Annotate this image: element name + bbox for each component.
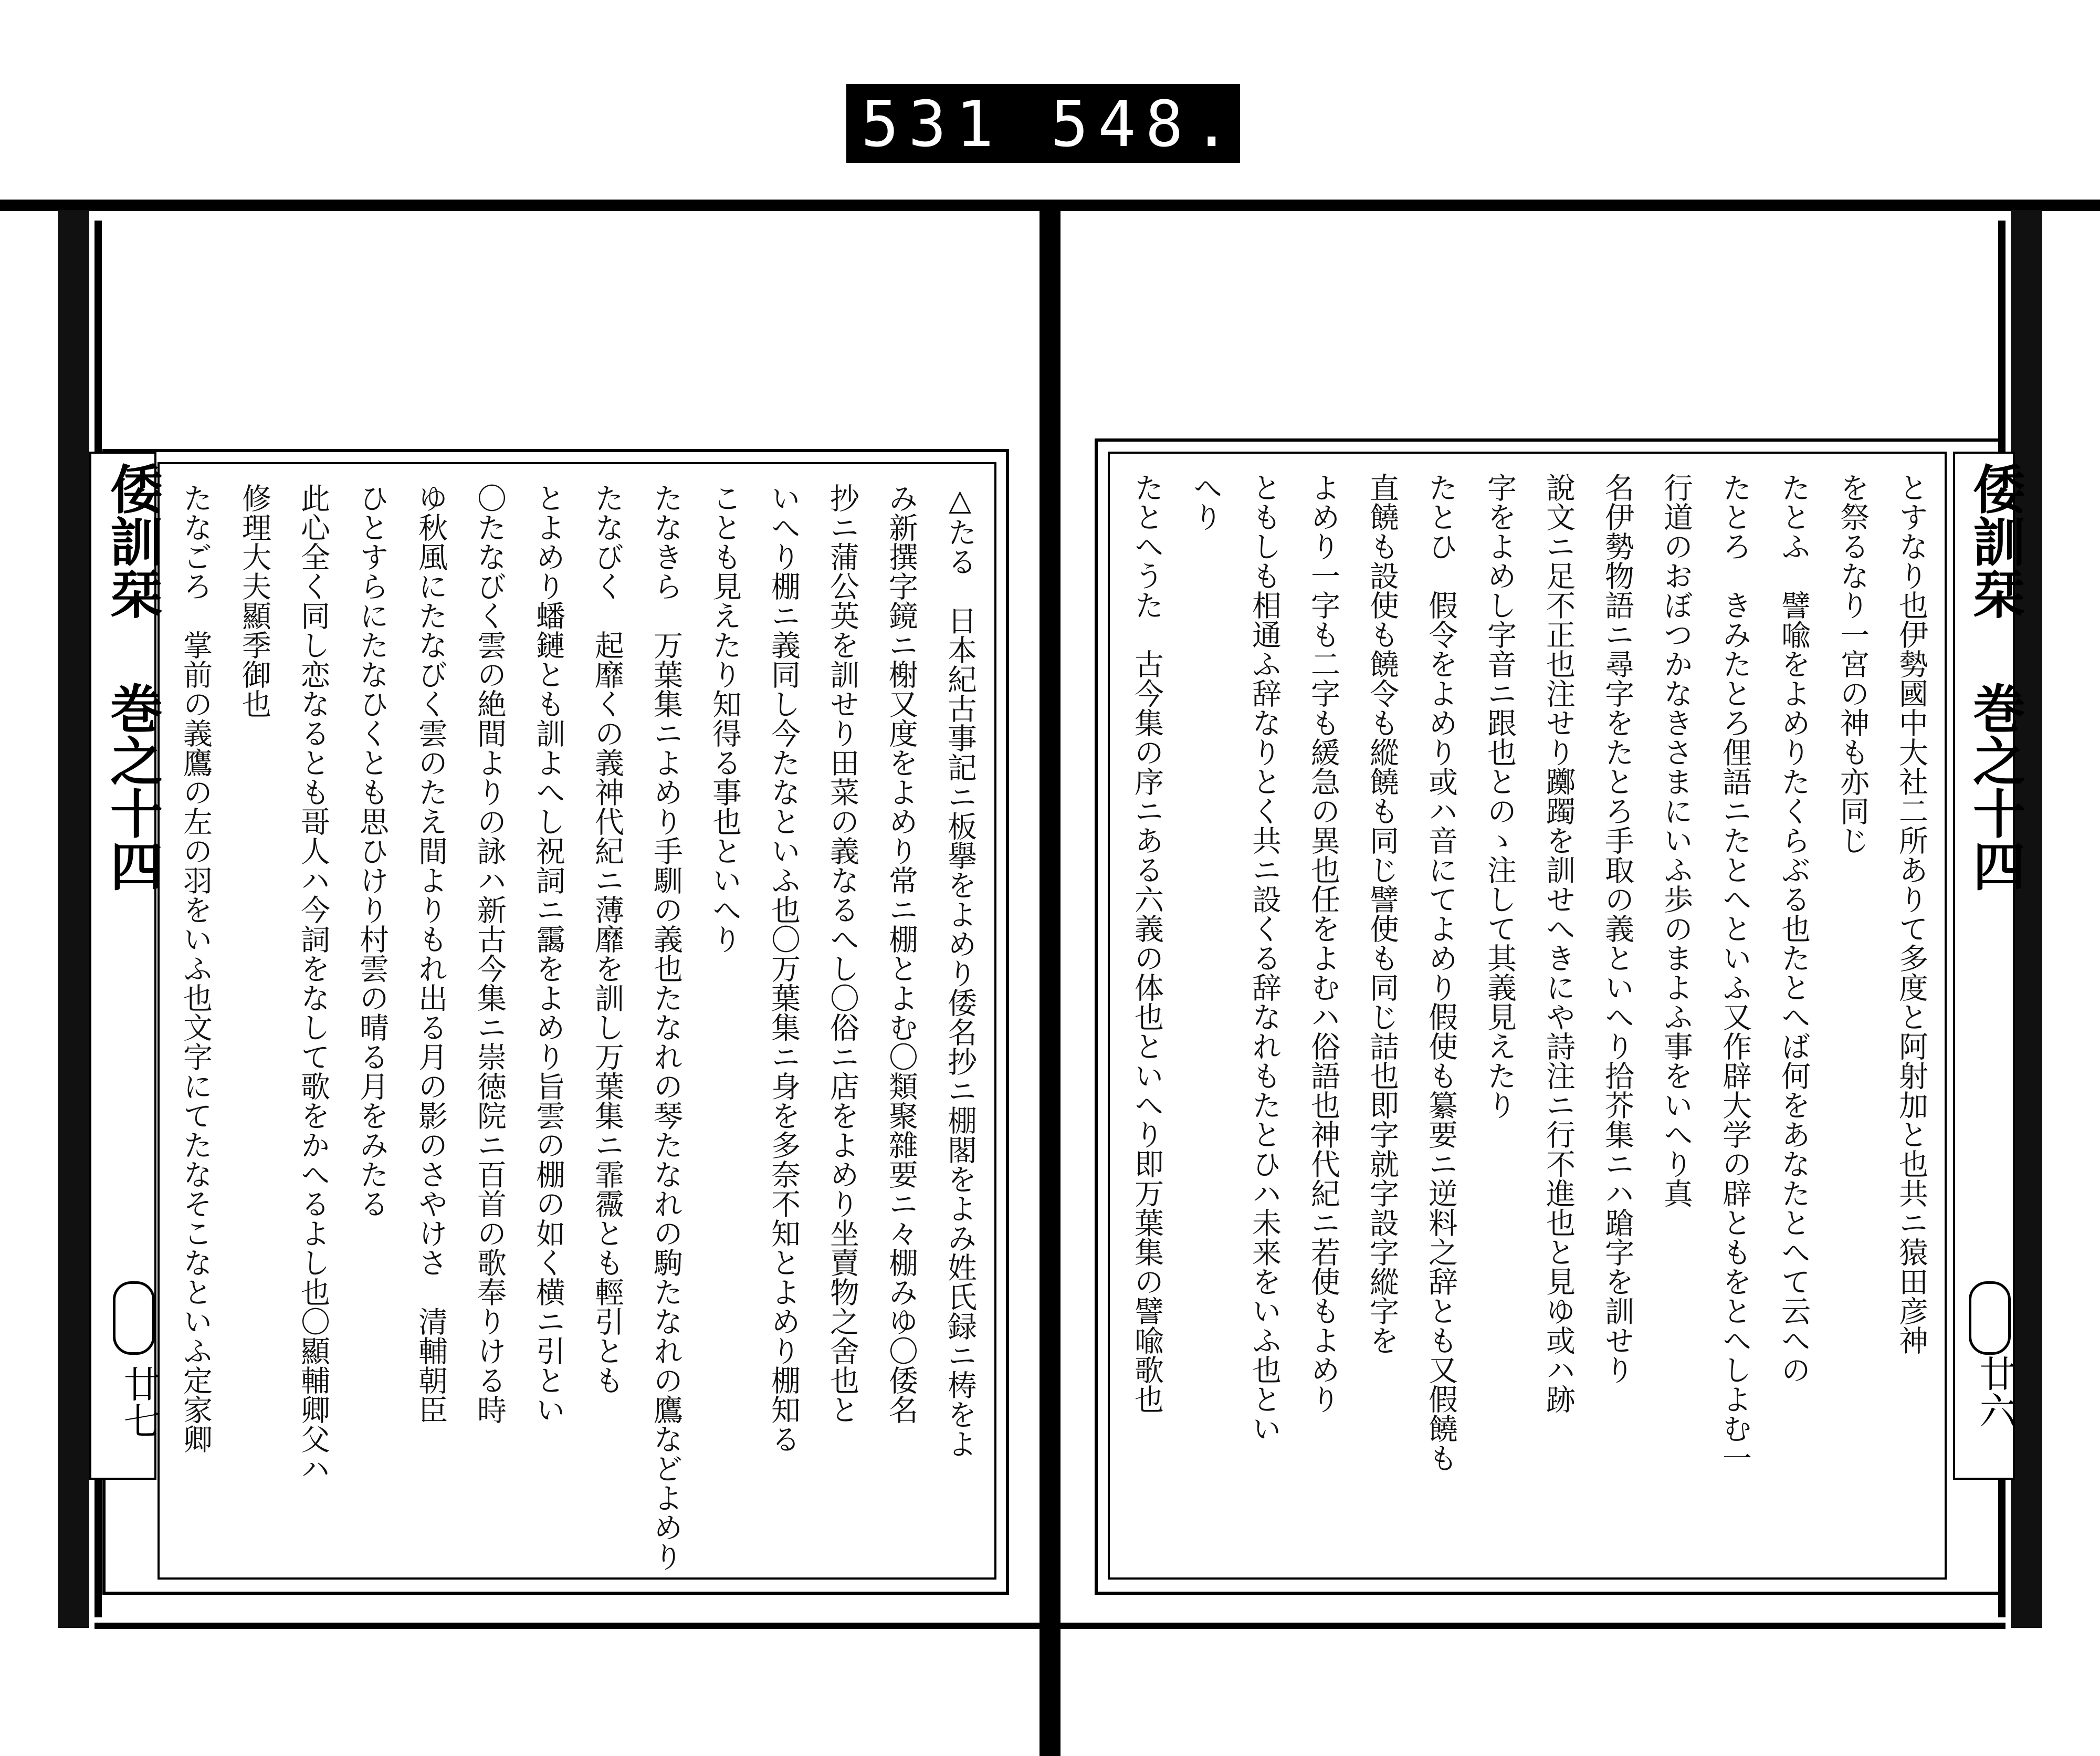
bottom-edge-right — [1060, 1623, 2006, 1629]
left-cover-edge — [58, 210, 89, 1628]
bottom-edge-left — [94, 1623, 1040, 1629]
left-column: 〇たなびく雲の絶間よりの詠ハ新古今集ニ崇徳院ニ百首の歌奉りける時 — [472, 483, 507, 1424]
right-column: たとふ 譬喩をよめりたくらぶる也たとへば何をあなたとへて云への — [1777, 473, 1811, 1384]
left-column: み新撰字鏡ニ榭又度をよめり常ニ棚とよむ〇類聚雜要ニ々棚みゆ〇倭名 — [884, 483, 918, 1424]
left-column: ひとすらにたなひくとも思ひけり村雲の晴る月をみたる — [355, 483, 389, 1218]
right-column: を祭るなり一宮の神も亦同じ — [1835, 473, 1870, 855]
left-column: 抄ニ蒲公英を訓せり田菜の義なるへし〇俗ニ店をよめり坐賣物之舍也と — [825, 483, 859, 1424]
left-column: ことも見えたり知得る事也といへり — [708, 483, 742, 954]
right-folio: 廿六 — [1973, 1355, 2017, 1428]
right-column: 名伊勢物語ニ尋字をたとろ手取の義といへり拾芥集ニハ蹌字を訓せり — [1600, 473, 1634, 1384]
right-column: たとひ 假令をよめり或ハ音にてよめり假使も纂要ニ逆料之辞とも又假饒も — [1424, 473, 1458, 1472]
right-running-title: 倭訓栞 巻之十四 — [1964, 462, 2026, 892]
left-folio: 廿七 — [118, 1365, 161, 1439]
left-column: たなごろ 掌前の義鷹の左の羽をいふ也文字にてたなそこなといふ定家卿 — [178, 483, 213, 1454]
center-gutter — [1040, 207, 1060, 1756]
right-column: 說文ニ足不正也注せり躑躅を訓せへきにや詩注ニ行不進也と見ゆ或ハ跡 — [1541, 473, 1576, 1414]
binding-hole-right — [1969, 1281, 2011, 1355]
left-column: たなきら 万葉集ニよめり手馴の義也たなれの琴たなれの駒たなれの鷹などよめり — [649, 483, 683, 1571]
right-column: 行道のおぼつかなきさまにいふ歩のまよふ事をいへり真 — [1659, 473, 1693, 1208]
left-column: 修理大夫顯季御也 — [237, 483, 271, 718]
right-column: 直饒も設使も饒令も縱饒も同じ譬使も同じ詰也即字就字設字縱字を — [1365, 473, 1399, 1355]
right-page-inner-frame — [1108, 452, 1947, 1580]
gutter-peg — [1041, 1654, 1059, 1756]
left-page-inner-frame — [158, 462, 996, 1580]
left-column: △たる 日本紀古事記ニ板擧をよめり倭名抄ニ棚閣をよみ姓氏録ニ梼をよ — [943, 483, 977, 1458]
left-running-title: 倭訓栞 巻之十四 — [101, 462, 163, 892]
right-column: ともしも相通ふ辞なりとく共ニ設くる辞なれもたとひハ未来をいふ也とい — [1247, 473, 1282, 1443]
right-column: 字をよめし字音ニ跟也とのゝ注して其義見えたり — [1483, 473, 1517, 1120]
archive-label: 531 548. — [861, 88, 1240, 161]
left-column: ゆ秋風にたなびく雲のたえ間よりもれ出る月の影のさやけさ 清輔朝臣 — [414, 483, 448, 1424]
right-column: たとへうた 古今集の序ニある六義の体也といへり即万葉集の譬喩歌也 — [1130, 473, 1164, 1414]
right-column: よめり一字も二字も緩急の異也任をよむハ俗語也神代紀ニ若使もよめり — [1306, 473, 1340, 1414]
right-column: たとろ きみたとろ俚語ニたとへといふ又作辟大学の辟ともをとへしよむ一 — [1718, 473, 1752, 1472]
left-column: いへり棚ニ義同し今たなといふ也〇万葉集ニ身を多奈不知とよめり棚知る — [766, 483, 801, 1454]
right-column: とすなり也伊勢國中大社二所ありて多度と阿射加と也共ニ猿田彦神 — [1894, 473, 1928, 1355]
left-column: 此心全く同し恋なるとも哥人ハ今詞をなして歌をかへるよし也〇顯輔卿父ハ — [296, 483, 330, 1483]
right-column: へり — [1189, 473, 1223, 531]
left-column: たなびく 起靡くの義神代紀ニ薄靡を訓し万葉集ニ霏霺とも輕引とも — [590, 483, 624, 1395]
left-column: とよめり蟠鏈とも訓よへし祝詞ニ靄をよめり旨雲の棚の如く横ニ引とい — [531, 483, 565, 1424]
binding-hole-left — [113, 1281, 155, 1355]
